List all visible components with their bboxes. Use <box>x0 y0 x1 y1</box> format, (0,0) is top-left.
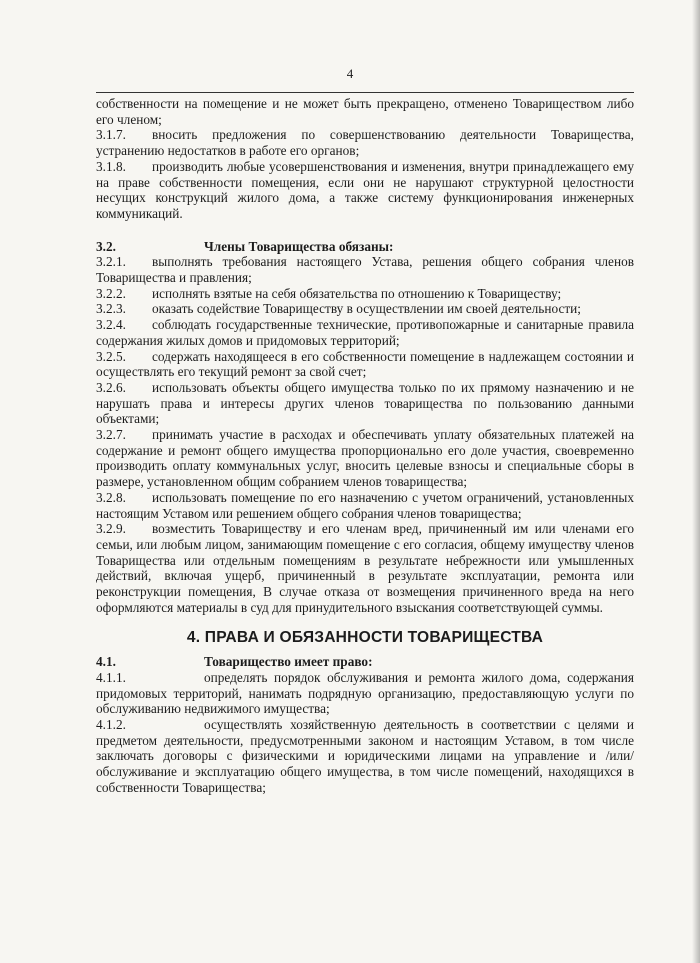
item-number: 3.2.5. <box>96 348 126 364</box>
chapter-4-heading: 4. ПРАВА И ОБЯЗАННОСТИ ТОВАРИЩЕСТВА <box>186 628 544 646</box>
item-number: 3.2.4. <box>96 317 126 333</box>
item-3-2-2 <box>96 286 634 302</box>
item-3-1-7 <box>96 127 634 158</box>
item-3-2-6 <box>96 380 634 427</box>
item-text: возместить Товариществу и его членам вред, причиненный им или членами его семьи, или любым лицом, занимающим помещение с его согласия, общему имуществу членов Товарищества или отдельным помещениям в результате небрежности или умышленных действий, включая ущерб, причиненный в результате эксплуатации, ремонта или реконструкции помещения, В случае отказа от возмещения причиненного вреда на него оформляются материалы в суд для принудительного взыскания соответствующей суммы. <box>96 521 634 615</box>
item-text: исполнять взятые на себя обязательства по отношению к Товариществу; <box>152 285 562 301</box>
item-number: 3.2.6. <box>96 379 126 395</box>
item-3-2-8 <box>96 490 634 521</box>
continued-paragraph: собственности на помещение и не может быть прекращено, отменено Товариществом либо его членом; <box>96 96 634 127</box>
item-number: 4.1.2. <box>96 717 126 733</box>
item-4-1-1 <box>96 670 634 717</box>
page-number: 4 <box>346 66 354 81</box>
item-number: 3.2.9. <box>96 521 126 537</box>
section-4-1-heading <box>96 654 634 670</box>
item-4-1-2 <box>96 717 634 796</box>
item-3-1-8 <box>96 159 634 222</box>
item-text: оказать содействие Товариществу в осуществлении им своей деятельности; <box>152 301 581 317</box>
item-number: 3.1.8. <box>96 158 126 174</box>
item-text: использовать объекты общего имущества только по их прямому назначению и не нарушать права и интересы других членов товарищества по пользованию данными объектами; <box>96 379 634 427</box>
item-text: осуществлять хозяйственную деятельность в соответствии с целями и предметом деятельности, предусмотренными законом и настоящим Уставом, в том числе заключать договоры с физическими и юридическими лицами на управление и /или/ обслуживание и эксплуатацию общего имущества, в том числе помещений, находящихся в собственности Товарищества; <box>96 717 634 795</box>
item-number: 3.2.8. <box>96 489 126 505</box>
item-text: использовать помещение по его назначению с учетом ограничений, установленных настоящим Уставом или решением общего собрания членов товарищества; <box>96 489 634 521</box>
item-number: 3.2.3. <box>96 301 126 317</box>
item-3-2-5 <box>96 349 634 380</box>
item-text: содержать находящееся в его собственности помещение в надлежащем состоянии и осуществлять его текущий ремонт за свой счет; <box>96 348 634 380</box>
section-title: Члены Товарищества обязаны: <box>204 238 394 254</box>
item-text: производить любые усовершенствования и изменения, внутри принадлежащего ему на праве собственности помещения, если они не нарушают структурной целостности несущих конструкций жилого дома, а также систему функционирования инженерных коммуникаций. <box>96 158 634 221</box>
item-number: 4.1.1. <box>96 669 126 685</box>
item-text: соблюдать государственные технические, противопожарные и санитарные правила содержания жилых домов и придомовых территорий; <box>96 317 634 348</box>
item-text: вносить предложения по совершенствованию деятельности Товарищества, устранению недостатков в работе его органов; <box>96 127 634 159</box>
section-number: 4.1. <box>96 654 116 670</box>
section-number: 3.2. <box>96 238 116 254</box>
top-rule <box>96 92 634 93</box>
item-number: 3.2.7. <box>96 427 126 443</box>
item-3-2-3 <box>96 301 634 317</box>
item-text: выполнять требования настоящего Устава, решения общего собрания членов Товарищества и правления; <box>96 254 634 286</box>
item-3-2-9 <box>96 521 634 615</box>
item-3-2-1 <box>96 254 634 285</box>
item-number: 3.2.1. <box>96 254 126 270</box>
item-3-2-7 <box>96 427 634 490</box>
section-3-2-heading <box>96 239 634 255</box>
item-3-2-4 <box>96 317 634 348</box>
item-number: 3.2.2. <box>96 285 126 301</box>
item-text: принимать участие в расходах и обеспечивать уплату обязательных платежей на содержание и ремонт общего имущества пропорционально его доле участия, своевременно производить оплату коммунальных услуг, вносить целевые взносы и специальные сборы в размере, установленном общим собранием членов товарищества; <box>96 427 634 490</box>
item-number: 3.1.7. <box>96 127 126 143</box>
document-body <box>96 96 634 796</box>
item-text: определять порядок обслуживания и ремонта жилого дома, содержания придомовых территорий, нанимать подрядную организацию, предоставляющую услуги по обслуживанию недвижимого имущества; <box>96 669 634 717</box>
section-title: Товарищество имеет право: <box>204 654 373 670</box>
